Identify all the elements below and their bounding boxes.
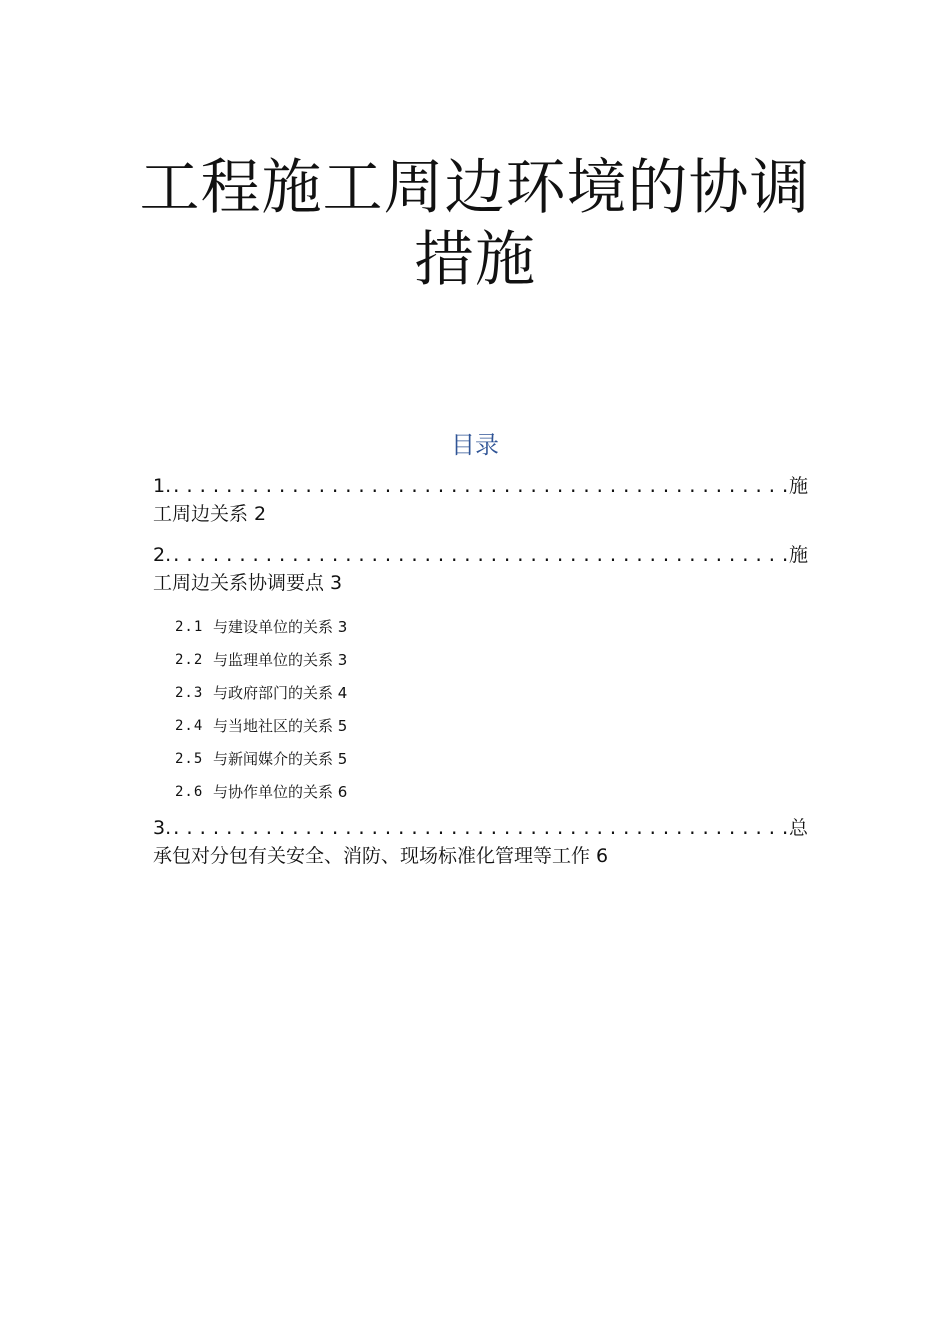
toc-subentry-number: 2.4 [175,718,204,734]
toc-entry-number: 1. [153,475,172,497]
toc-subentry-number: 2.2 [175,652,204,668]
toc-subentry-text: 与监理单位的关系 3 [213,651,348,669]
toc-leader-dots [171,543,789,570]
title-line-2: 措施 [414,225,536,295]
toc-subentry-number: 2.1 [175,619,204,635]
toc-entry-first-char: 总 [788,817,808,839]
toc-entry-2[interactable] [153,542,808,597]
toc-entry-first-char: 施 [788,475,808,497]
toc-subentry-number: 2.3 [175,685,204,701]
document-title [100,152,850,296]
toc-subentries [153,617,808,802]
toc-subentry-text: 与建设单位的关系 3 [213,618,348,636]
toc-subentry-2-2[interactable] [153,650,808,670]
toc-entry-3[interactable] [153,815,808,870]
toc-subentry-number: 2.6 [175,784,204,800]
toc-subentry-2-1[interactable] [153,617,808,637]
toc-entry-text: 工周边关系协调要点 3 [153,572,343,594]
toc-entry-text: 承包对分包有关安全、消防、现场标准化管理等工作 6 [153,845,609,867]
toc-entry-first-char: 施 [788,544,808,566]
toc-subentry-text: 与政府部门的关系 4 [213,684,348,702]
toc-subentry-text: 与新闻媒介的关系 5 [213,750,348,768]
toc-subentry-2-4[interactable] [153,716,808,736]
table-of-contents [153,473,808,884]
toc-leader-dots [171,816,789,843]
toc-leader-dots [171,474,789,501]
toc-entry-number: 2. [153,544,172,566]
toc-subentry-text: 与当地社区的关系 5 [213,717,348,735]
toc-entry-text: 工周边关系 2 [153,503,267,525]
title-line-1: 工程施工周边环境的协调 [139,153,811,223]
toc-entry-1[interactable] [153,473,808,528]
toc-entry-number: 3. [153,817,172,839]
toc-subentry-number: 2.5 [175,751,204,767]
toc-heading: 目录 [451,431,499,459]
toc-subentry-2-6[interactable] [153,782,808,802]
toc-subentry-2-3[interactable] [153,683,808,703]
toc-subentry-text: 与协作单位的关系 6 [213,783,348,801]
toc-subentry-2-5[interactable] [153,749,808,769]
